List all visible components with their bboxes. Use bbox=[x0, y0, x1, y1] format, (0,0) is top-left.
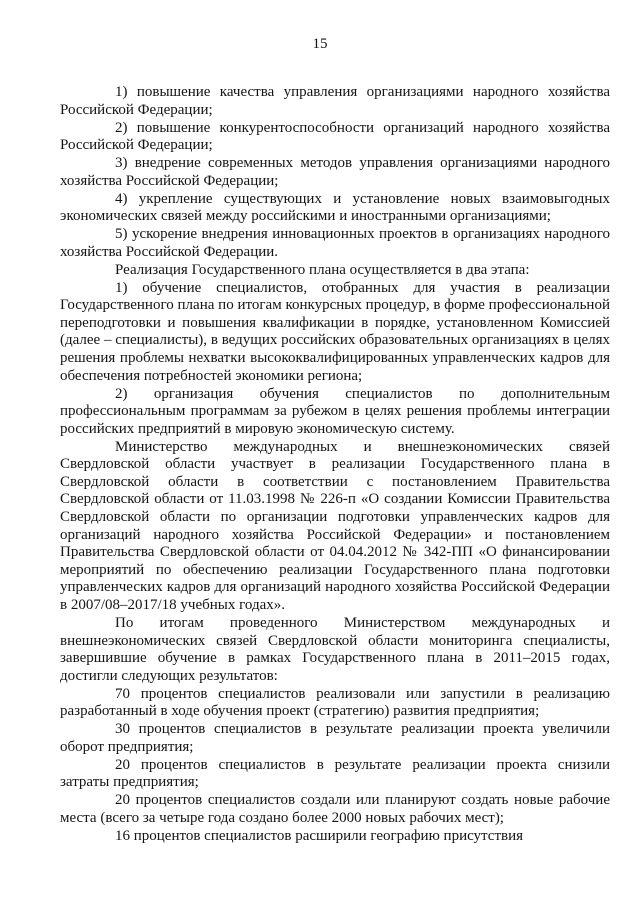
page-number: 15 bbox=[312, 36, 328, 52]
document-body bbox=[60, 84, 610, 845]
paragraph-goal-3: 3) внедрение современных методов управления организациями народного хозяйства Российской Федерации; bbox=[60, 155, 610, 189]
paragraph-result-16: 16 процентов специалистов расширили географию присутствия bbox=[115, 827, 524, 844]
paragraph-result-30: 30 процентов специалистов в результате реализации проекта увеличили оборот предприятия; bbox=[60, 721, 610, 755]
paragraph-stage-2: 2) организация обучения специалистов по дополнительным профессиональным программам за рубежом в целях решения проблемы интеграции российских предприятий в мировую экономическую систему. bbox=[60, 385, 610, 437]
paragraph-goal-4: 4) укрепление существующих и установление новых взаимовыгодных экономических связей между российскими и иностранными организациями; bbox=[60, 190, 610, 225]
paragraph-stage-1: 1) обучение специалистов, отобранных для участия в реализации Государственного плана по итогам конкурсных процедур, в форме профессиональной переподготовки и повышения квалификации в порядке, установленном Комиссией (далее – специалисты), в ведущих российских образовательных организациях в целях решения проблемы нехватки высококвалифицированных управленческих кадров для обеспечения потребностей экономики региона; bbox=[60, 279, 610, 384]
paragraph-goal-5: 5) ускорение внедрения инновационных проектов в организациях народного хозяйства Российской Федерации. bbox=[60, 226, 610, 260]
paragraph-stages-intro: Реализация Государственного плана осуществляется в два этапа: bbox=[115, 261, 530, 278]
paragraph-monitoring: По итогам проведенного Министерством международных и внешнеэкономических связей Свердловской области мониторинга специалисты, завершившие обучение в рамках Государственного плана в 2011–2015 годах, достигли следующих результатов: bbox=[60, 614, 610, 684]
paragraph-ministry: Министерство международных и внешнеэкономических связей Свердловской области участвует в реализации Государственного плана в Свердловской области в соответствии с постановлением Правительства Свердловской области от 11.03.1998 № 226-п «О создании Комиссии Правительства Свердловской области по организации подготовки управленческих кадров для организаций народного хозяйства Российской Федерации» и постановлением Правительства Свердловской области от 04.04.2012 № 342-ПП «О финансировании мероприятий по обеспечению реализации Государственного плана подготовки управленческих кадров для организаций народного хозяйства Российской Федерации в 2007/08–2017/18 учебных годах». bbox=[60, 438, 610, 613]
paragraph-result-20-jobs: 20 процентов специалистов создали или планируют создать новые рабочие места (всего за четыре года создано более 2000 новых рабочих мест); bbox=[60, 792, 610, 826]
paragraph-result-20-costs: 20 процентов специалистов в результате реализации проекта снизили затраты предприятия; bbox=[60, 756, 610, 791]
paragraph-result-70: 70 процентов специалистов реализовали или запустили в реализацию разработанный в ходе обучения проект (стратегию) развития предприятия; bbox=[60, 685, 610, 720]
paragraph-goal-2: 2) повышение конкурентоспособности организаций народного хозяйства Российской Федерации; bbox=[60, 119, 610, 154]
paragraph-goal-1: 1) повышение качества управления организациями народного хозяйства Российской Федерации; bbox=[60, 84, 610, 118]
